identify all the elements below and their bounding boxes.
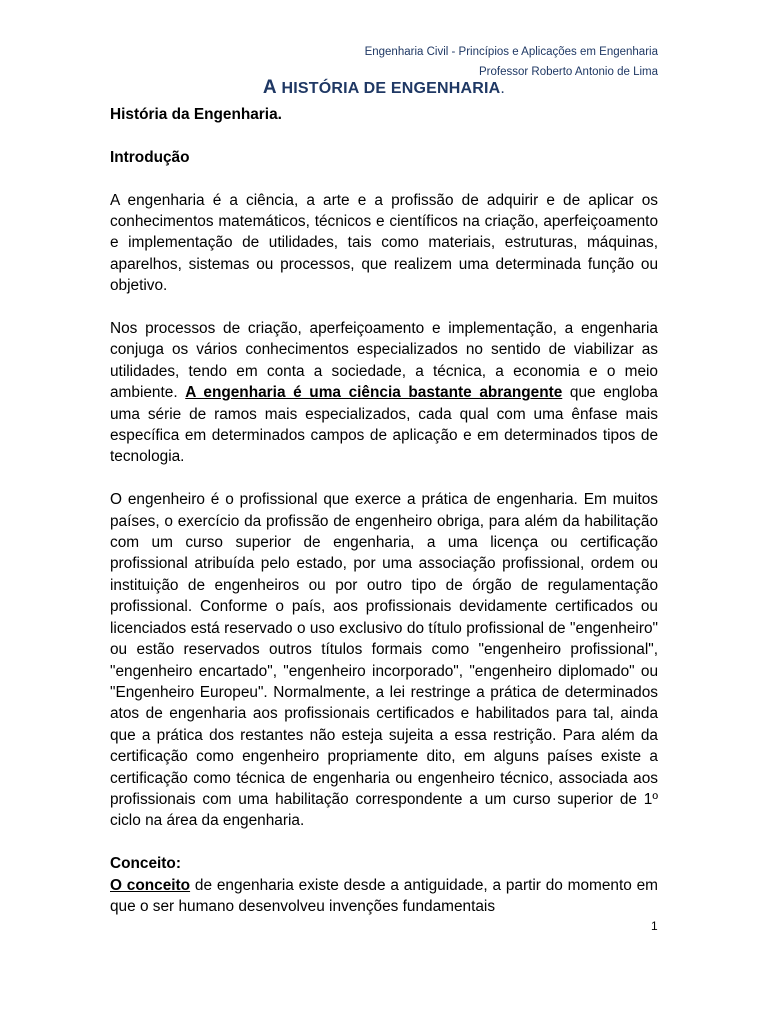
intro-heading: Introdução (110, 148, 190, 166)
document-subtitle: História da Engenharia. (110, 106, 282, 123)
paragraph-2-text-b: que engloba uma série de ramos mais especializados, cada qual com uma ênfase mais específica em determinados campos de aplicação e em determinados tipos de tecnologia. (110, 384, 658, 466)
header-professor-name: Professor Roberto Antonio de Lima (479, 66, 658, 78)
paragraph-2-text-a: Nos processos de criação, aperfeiçoamento e implementação, a engenharia conjuga os vários conhecimentos especializados no sentido de viabilizar as utilidades, tendo em conta a sociedade, a técnica, a economia e o meio ambiente. (110, 320, 658, 402)
paragraph-3: O engenheiro é o profissional que exerce a prática de engenharia. Em muitos países, o exercício da profissão de engenheiro obriga, para além da habilitação com um curso superior de engenharia, a uma licença ou certificação profissional atribuída pelo estado, por uma associação profissional, ordem ou instituição de engenheiros ou por outro tipo de órgão de regulamentação profissional. Conforme o país, aos profissionais devidamente certificados ou licenciados está reservado o uso exclusivo do título profissional de "engenheiro" ou estão reservados outros títulos formais como "engenheiro profissional", "engenheiro encartado", "engenheiro incorporado", "engenheiro diplomado" ou "Engenheiro Europeu". Normalmente, a lei restringe a prática de determinados atos de engenharia aos profissionais certificados e habilitados para tal, ainda que a prática dos restantes não esteja sujeita a essa restrição. Para além da certificação como engenheiro propriamente dito, em alguns países existe a certificação como técnica de engenharia ou engenheiro técnico, associada aos profissionais com uma habilitação correspondente a um curso superior de 1º ciclo na área da engenharia. (110, 491, 658, 830)
paragraph-4-text: de engenharia existe desde a antiguidade, a partir do momento em que o ser humano desenvolveu invenções fundamentais (110, 876, 658, 915)
page-number: 1 (651, 919, 658, 933)
title-first-letter: A (262, 77, 277, 98)
paragraph-2-emphasis: A engenharia é uma ciência bastante abrangente (185, 384, 563, 402)
title-rest: HISTÓRIA DE ENGENHARIA (276, 80, 501, 97)
paragraph-1: A engenharia é a ciência, a arte e a profissão de adquirir e de aplicar os conhecimentos matemáticos, técnicos e científicos na criação, aperfeiçoamento e implementação de utilidades, tais como materiais, estruturas, máquinas, aparelhos, sistemas ou processos, que realizem uma determinada função ou objetivo. (110, 191, 658, 295)
paragraph-4-emphasis: O conceito (110, 876, 191, 894)
document-title (0, 77, 768, 99)
running-header (365, 42, 658, 82)
paragraph-4 (110, 875, 658, 918)
document-body (110, 104, 658, 917)
title-period: . (500, 80, 506, 97)
header-course-title: Engenharia Civil - Princípios e Aplicações em Engenharia (364, 46, 658, 58)
paragraph-2 (110, 318, 658, 468)
concept-heading: Conceito: (110, 855, 181, 873)
